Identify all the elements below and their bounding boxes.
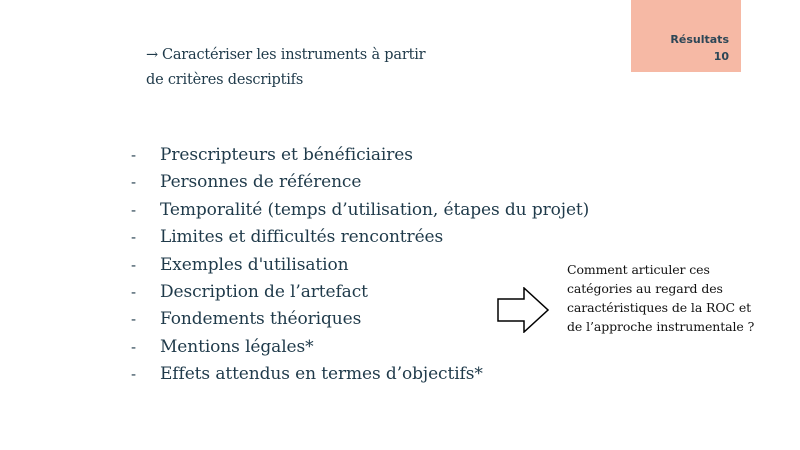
bullet-dash: -: [131, 365, 136, 384]
subtitle-line-2: de critères descriptifs: [146, 72, 304, 88]
bullet-dash: -: [131, 200, 136, 219]
list-item-text: Exemples d'utilisation: [160, 254, 349, 275]
bullet-dash: -: [131, 228, 136, 247]
question-line-4: de l’approche instrumentale ?: [567, 319, 755, 334]
bullet-dash: -: [131, 282, 136, 301]
subtitle-line-1: [146, 43, 466, 68]
question-line-3: caractéristiques de la ROC et: [567, 300, 752, 315]
bullet-dash: -: [131, 255, 136, 274]
list-item-text: Personnes de référence: [160, 172, 362, 193]
list-item-text: Effets attendus en termes d’objectifs*: [160, 364, 483, 385]
list-item: [126, 224, 589, 251]
section-badge: [631, 0, 741, 72]
list-item-text: Limites et difficultés rencontrées: [160, 227, 444, 248]
question-line-2: catégories au regard des: [567, 281, 723, 296]
page-number: 10: [713, 50, 729, 63]
section-title: Résultats: [670, 33, 729, 46]
list-item-text: Description de l’artefact: [160, 281, 368, 302]
list-item: [126, 361, 589, 388]
bullet-dash: -: [131, 146, 136, 164]
criteria-list: [126, 142, 589, 389]
list-item: [126, 334, 589, 361]
list-item: [126, 142, 589, 169]
list-item: [126, 169, 589, 196]
bullet-dash: -: [131, 310, 136, 329]
list-item-text: Mentions légales*: [160, 336, 314, 357]
list-item-text: Temporalité (temps d’utilisation, étapes du projet): [160, 199, 590, 220]
question-text: [567, 260, 797, 336]
list-item: [126, 252, 589, 279]
block-arrow-icon: [497, 287, 549, 333]
list-item-text: Fondements théoriques: [160, 309, 362, 330]
slide-subtitle: [146, 43, 466, 93]
list-item-text: Prescripteurs et bénéficiaires: [160, 145, 413, 165]
bullet-dash: -: [131, 173, 136, 192]
right-arrow-icon: →: [146, 47, 158, 63]
subtitle-text-1: Caractériser les instruments à partir: [161, 47, 426, 63]
bullet-dash: -: [131, 337, 136, 356]
question-line-1: Comment articuler ces: [567, 262, 710, 277]
list-item: [126, 197, 589, 224]
